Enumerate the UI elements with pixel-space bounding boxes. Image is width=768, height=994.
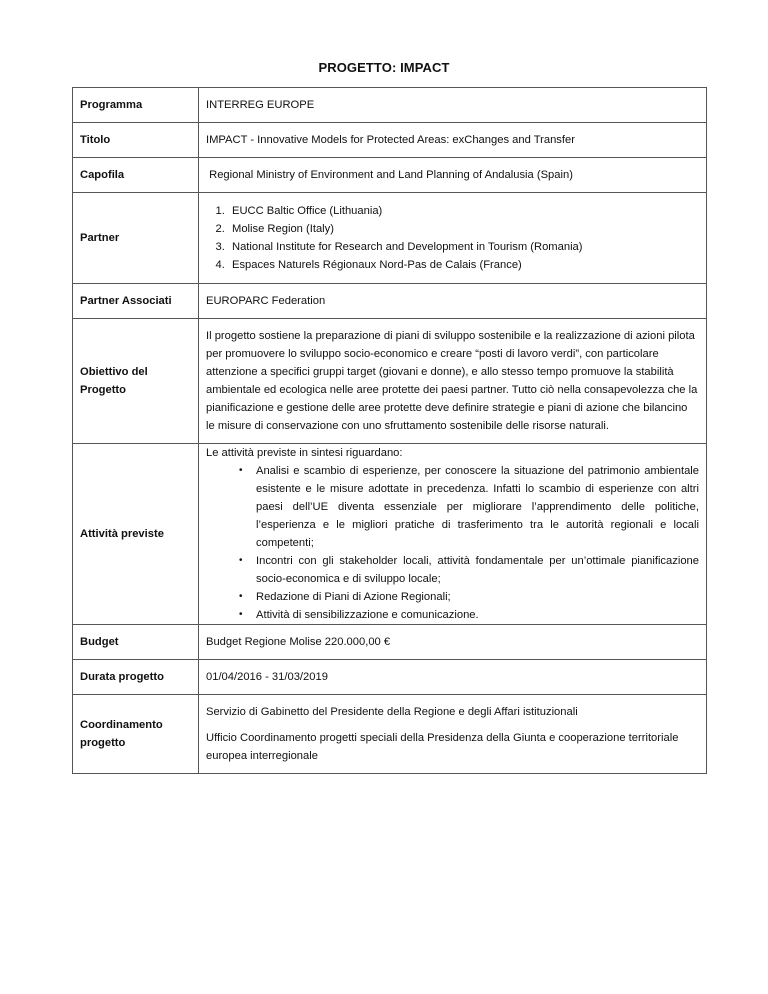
label-capofila: Capofila [73, 158, 199, 193]
activity-item [239, 606, 699, 624]
row-budget [73, 625, 707, 660]
label-durata: Durata progetto [73, 660, 199, 695]
value-capofila-text: Regional Ministry of Environment and Land Planning of Andalusia (Spain) [209, 169, 573, 181]
value-partner [199, 193, 707, 284]
label-programma: Programma [73, 88, 199, 123]
label-titolo: Titolo [73, 123, 199, 158]
activity-item [239, 588, 699, 606]
activity-item-text: Analisi e scambio di esperienze, per conoscere la situazione del patrimonio ambientale esistente e le misure adottate in precedenza. Infatti lo scambio di esperienze con altri paesi dell’UE diventa essenziale per migliorare l’apprendimento delle politiche, l’esperienza e le migliori pratiche di trasferimento tra le autorità regionali e locali competenti; [256, 465, 699, 549]
value-durata: 01/04/2016 - 31/03/2019 [199, 660, 707, 695]
value-attivita [199, 444, 707, 625]
activity-item [239, 462, 699, 552]
label-partner: Partner [73, 193, 199, 284]
row-partner-associati [73, 284, 707, 319]
label-coordinamento: Coordinamento progetto [73, 695, 199, 774]
row-coordinamento [73, 695, 707, 774]
coordinamento-line: Ufficio Coordinamento progetti speciali della Presidenza della Giunta e cooperazione territoriale europea interregionale [206, 732, 679, 762]
row-capofila [73, 158, 707, 193]
partner-list [206, 202, 699, 274]
activity-item [239, 552, 699, 588]
label-obiettivo: Obiettivo del Progetto [73, 319, 199, 444]
value-partner-associati: EUROPARC Federation [199, 284, 707, 319]
value-titolo: IMPACT - Innovative Models for Protected Areas: exChanges and Transfer [199, 123, 707, 158]
value-capofila [199, 158, 707, 193]
bullet-icon: • [239, 591, 243, 602]
activity-item-text: Redazione di Piani di Azione Regionali; [256, 591, 451, 603]
bullet-icon: • [239, 609, 243, 620]
bullet-icon: • [239, 555, 243, 566]
activity-item-text: Incontri con gli stakeholder locali, attività fondamentale per un’ottimale pianificazione socio-economica e di sviluppo locale; [256, 555, 699, 585]
value-programma: INTERREG EUROPE [199, 88, 707, 123]
activity-list [206, 462, 699, 624]
row-titolo [73, 123, 707, 158]
coordinamento-line: Servizio di Gabinetto del Presidente della Regione e degli Affari istituzionali [206, 706, 578, 718]
partner-item: 2. Molise Region (Italy) [228, 220, 699, 238]
attivita-intro: Le attività previste in sintesi riguardano: [206, 447, 403, 459]
row-attivita [73, 444, 707, 625]
page-title: PROGETTO: IMPACT [318, 60, 450, 75]
label-budget: Budget [73, 625, 199, 660]
bullet-icon: • [239, 465, 243, 476]
partner-item: 4. Espaces Naturels Régionaux Nord-Pas de Calais (France) [228, 256, 699, 274]
value-budget: Budget Regione Molise 220.000,00 € [199, 625, 707, 660]
row-partner [73, 193, 707, 284]
label-partner-associati: Partner Associati [73, 284, 199, 319]
row-obiettivo [73, 319, 707, 444]
value-obiettivo: Il progetto sostiene la preparazione di piani di sviluppo sostenibile e la realizzazione di azioni pilota per promuovere lo sviluppo socio-economico e creare “posti di lavoro verdi”, con particolare attenzione a specifici gruppi target (giovani e donne), e allo stesso tempo promuove la stabilità ambientale ed ecologica nelle aree protette dei paesi partner. Tutto ciò nella consapevolezza che la pianificazione e gestione delle aree protette deve definire strategie e piani di azione che bilancino le misure di conservazione con uno sfruttamento sostenibile delle risorse naturali. [199, 319, 707, 444]
activity-item-text: Attività di sensibilizzazione e comunicazione. [256, 609, 479, 621]
label-attivita: Attività previste [73, 444, 199, 625]
project-info-table [72, 87, 707, 774]
partner-item: 3. National Institute for Research and Development in Tourism (Romania) [228, 238, 699, 256]
row-programma [73, 88, 707, 123]
value-coordinamento [199, 695, 707, 774]
partner-item: 1. EUCC Baltic Office (Lithuania) [228, 202, 699, 220]
row-durata [73, 660, 707, 695]
